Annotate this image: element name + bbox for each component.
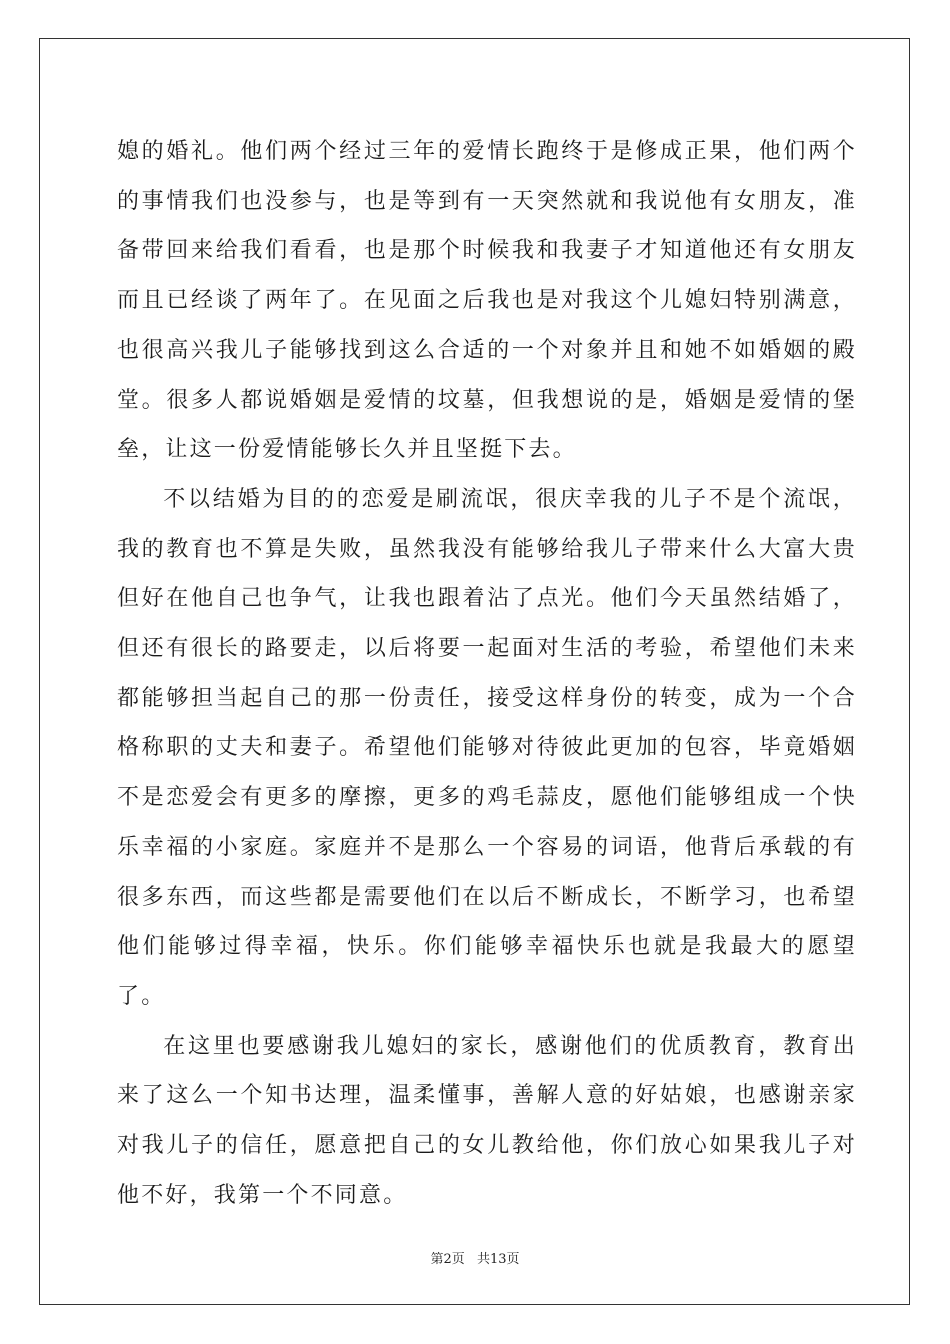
paragraph-1: 媳的婚礼。他们两个经过三年的爱情长跑终于是修成正果，他们两个的事情我们也没参与，也是等到有一天突然就和我说他有女朋友，准备带回来给我们看看，也是那个时候我和我妻子才知道他还有女朋友而且已经谈了两年了。在见面之后我也是对我这个儿媳妇特别满意，也很高兴我儿子能够找到这么合适的一个对象并且和她不如婚姻的殿堂。很多人都说婚姻是爱情的坟墓，但我想说的是，婚姻是爱情的堡垒，让这一份爱情能够长久并且坚挺下去。 — [117, 139, 857, 463]
total-pages: 共13页 — [476, 1252, 520, 1267]
document-body — [117, 127, 857, 1220]
paragraph-2: 不以结婚为目的的恋爱是刷流氓，很庆幸我的儿子不是个流氓，我的教育也不算是失败，虽然我没有能够给我儿子带来什么大富大贵但好在他自己也争气，让我也跟着沾了点光。他们今天虽然结婚了，但还有很长的路要走，以后将要一起面对生活的考验，希望他们未来都能够担当起自己的那一份责任，接受这样身份的转变，成为一个合格称职的丈夫和妻子。希望他们能够对待彼此更加的包容，毕竟婚姻不是恋爱会有更多的摩擦，更多的鸡毛蒜皮，愿他们能够组成一个快乐幸福的小家庭。家庭并不是那么一个容易的词语，他背后承载的有很多东西，而这些都是需要他们在以后不断成长，不断学习，也希望他们能够过得幸福，快乐。你们能够幸福快乐也就是我最大的愿望了。 — [117, 486, 857, 1009]
page-footer — [0, 1248, 950, 1267]
paragraph-3: 在这里也要感谢我儿媳妇的家长，感谢他们的优质教育，教育出来了这么一个知书达理，温柔懂事，善解人意的好姑娘，也感谢亲家对我儿子的信任，愿意把自己的女儿教给他，你们放心如果我儿子对他不好，我第一个不同意。 — [117, 1033, 857, 1208]
page-number: 第2页 — [430, 1252, 465, 1267]
